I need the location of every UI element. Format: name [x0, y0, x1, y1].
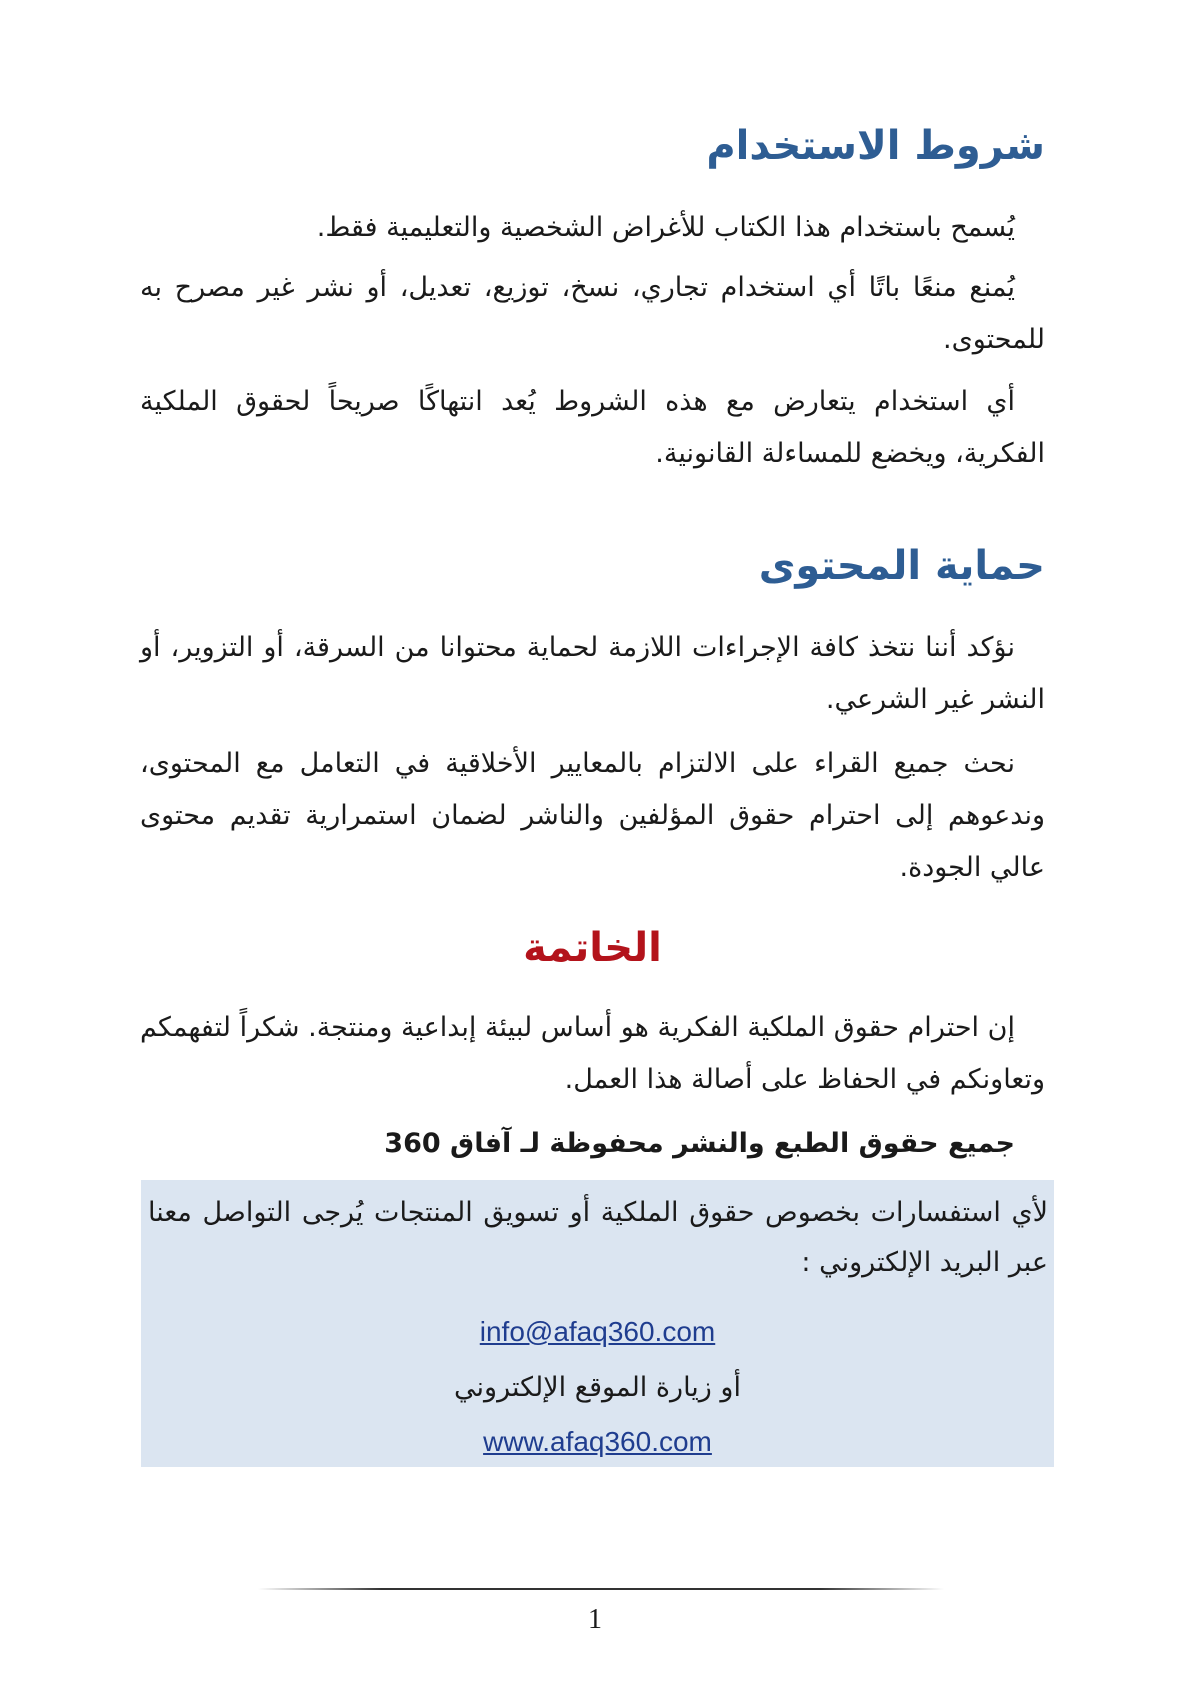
website-link[interactable]: www.afaq360.com: [483, 1426, 712, 1457]
contact-box: [141, 1180, 1054, 1467]
protection-paragraph-1: نؤكد أننا نتخذ كافة الإجراءات اللازمة لحماية محتوانا من السرقة، أو التزوير، أو النشر غير الشرعي.: [140, 632, 1045, 715]
terms-paragraph-2: يُمنع منعًا باتًا أي استخدام تجاري، نسخ، توزيع، تعديل، أو نشر غير مصرح به للمحتوى.: [140, 272, 1045, 355]
contact-intro: لأي استفسارات بخصوص حقوق الملكية أو تسويق المنتجات يُرجى التواصل معنا عبر البريد الإلكتروني :: [148, 1197, 1048, 1278]
website-label: أو زيارة الموقع الإلكتروني: [454, 1372, 741, 1403]
conclusion-heading: الخاتمة: [523, 925, 662, 971]
email-line: [141, 1307, 1054, 1358]
email-link[interactable]: info@afaq360.com: [479, 1316, 716, 1347]
copyright-notice: جميع حقوق الطبع والنشر محفوظة لـ آفاق 360: [384, 1128, 1015, 1159]
footer-divider: [258, 1588, 944, 1590]
terms-heading: شروط الاستخدام: [706, 123, 1045, 169]
terms-paragraph-1: يُسمح باستخدام هذا الكتاب للأغراض الشخصية والتعليمية فقط.: [316, 212, 1015, 243]
protection-paragraph-2: نحث جميع القراء على الالتزام بالمعايير الأخلاقية في التعامل مع المحتوى، وندعوهم إلى احترام حقوق المؤلفين والناشر لضمان استمرارية تقديم محتوى عالي الجودة.: [140, 748, 1045, 883]
page-number: 1: [588, 1604, 602, 1635]
website-line: [141, 1417, 1054, 1468]
conclusion-paragraph: إن احترام حقوق الملكية الفكرية هو أساس لبيئة إبداعية ومنتجة. شكراً لتفهمكم وتعاونكم في الحفاظ على أصالة هذا العمل.: [140, 1012, 1045, 1095]
terms-paragraph-3: أي استخدام يتعارض مع هذه الشروط يُعد انتهاكًا صريحاً لحقوق الملكية الفكرية، ويخضع للمساءلة القانونية.: [140, 386, 1045, 469]
protection-heading: حماية المحتوى: [758, 543, 1045, 589]
